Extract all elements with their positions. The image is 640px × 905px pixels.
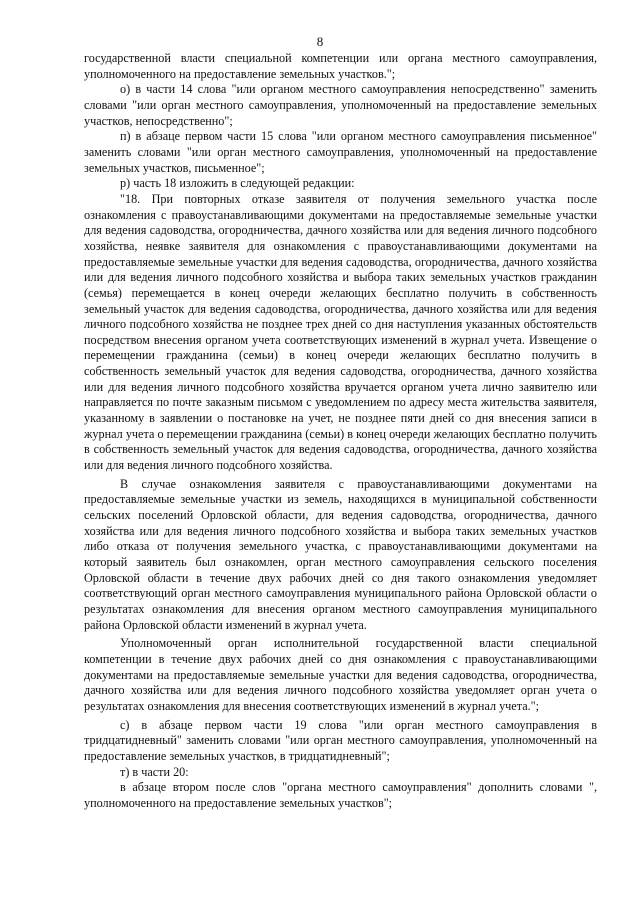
paragraph: п) в абзаце первом части 15 слова "или органом местного самоуправления письменное" заменить словами "или орган местного самоуправления, уполномоченный на предоставление земельных участков, письменное";: [84, 129, 597, 175]
paragraph: с) в абзаце первом части 19 слова "или орган местного самоуправления в тридцатидневный" заменить словами "или орган местного самоуправления, уполномоченный на предоставление земельных участков, в тридцатидневный";: [84, 717, 597, 763]
paragraph: о) в части 14 слова "или органом местного самоуправления непосредственно" заменить словами "или орган местного самоуправления, уполномоченный на предоставление земельных участков, непосредственно";: [84, 82, 597, 128]
paragraph: т) в части 20:: [120, 764, 189, 779]
paragraph: "18. При повторных отказе заявителя от получения земельного участка после ознакомления с правоустанавливающими документами на предоставляемые земельные участки для ведения садоводства, огородничества, дачного хозяйства или для ведения личного подсобного хозяйства, неявке заявителя для ознакомления с правоустанавливающими документами на предоставляемые земельные участки для ведения садоводства, огородничества, дачного хозяйства или для ведения личного подсобного хозяйства и выбора таких земельных участков гражданин (семья) перемещается в конец очереди желающих бесплатно получить в собственность земельный участок для ведения садоводства, огородничества, дачного хозяйства или для ведения личного подсобного хозяйства не позднее трех дней со дня наступления указанных обстоятельств посредством внесения органом учета соответствующих изменений в журнал учета. Извещение о перемещении гражданина (семьи) в конец очереди желающих бесплатно получить в собственность земельный участок для ведения садоводства, огородничества, дачного хозяйства или для ведения личного подсобного хозяйства вручается органом учета лично заявителю или направляется по почте заказным письмом с уведомлением по адресу места жительства заявителя, указанному в заявлении о постановке на учет, не позднее пяти дней со дня внесения записи в журнал учета о перемещении гражданина (семьи) в конец очереди желающих бесплатно получить в собственность земельный участок для ведения садоводства, огородничества, дачного хозяйства или для ведения личного подсобного хозяйства.: [84, 191, 597, 473]
paragraph: р) часть 18 изложить в следующей редакции:: [120, 176, 355, 191]
paragraph: В случае ознакомления заявителя с правоустанавливающими документами на предоставляемые земельные участки из земель, находящихся в муниципальной собственности сельских поселений Орловской области, для ведения садоводства, огородничества, дачного хозяйства или для ведения личного подсобного хозяйства и выбора таких земельных участков либо отказа от получения земельного участка, с правоустанавливающими документами на который заявитель был ознакомлен, орган местного самоуправления сельского поселения Орловской области в течение двух рабочих дней со дня такого ознакомления уведомляет соответствующий орган местного самоуправления муниципального района Орловской области о результатах ознакомления для внесения органом местного самоуправления муниципального района Орловской области изменений в журнал учета.: [84, 476, 597, 632]
page-number: 8: [316, 34, 324, 49]
paragraph: Уполномоченный орган исполнительной государственной власти специальной компетенции в течение двух рабочих дней со дня ознакомления с правоустанавливающими документами на предоставляемые земельные участки для ведения садоводства, огородничества, дачного хозяйства или для ведения личного подсобного хозяйства уведомляет орган учета о результатах ознакомления для внесения соответствующих изменений в журнал учета.";: [84, 636, 597, 713]
paragraph: государственной власти специальной компетенции или органа местного самоуправления, уполномоченного на предоставление земельных участков.";: [84, 51, 597, 81]
paragraph: в абзаце втором после слов "органа местного самоуправления" дополнить словами ", уполномоченного на предоставление земельных участков";: [84, 780, 597, 810]
document-body: [84, 51, 597, 812]
